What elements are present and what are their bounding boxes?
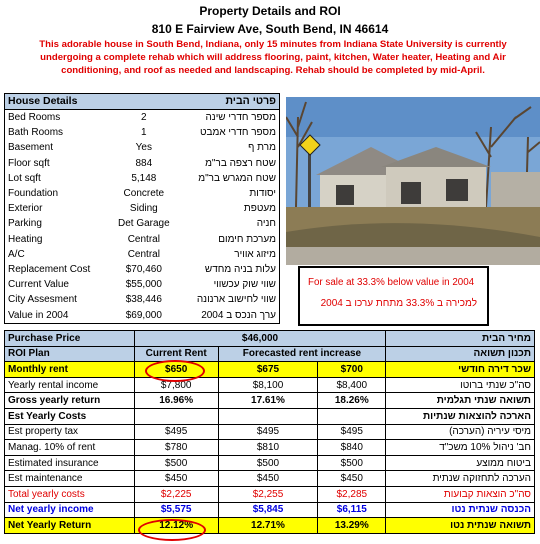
roi-value: $6,115 (318, 502, 386, 518)
detail-row (5, 262, 280, 277)
roi-value: $7,800 (134, 377, 218, 393)
roi-row-net (5, 502, 535, 518)
detail-value: $69,000 (110, 307, 178, 323)
roi-row-label: Monthly rent (5, 362, 135, 378)
detail-row (5, 307, 280, 323)
roi-value: 12.12% (134, 518, 218, 534)
roi-row-maint (5, 471, 535, 487)
purchase-price-label: Purchase Price (5, 331, 135, 347)
roi-value (218, 408, 318, 424)
house-details-table (4, 93, 280, 324)
roi-row-label-he: הכנסה שנתית נטו (386, 502, 535, 518)
roi-value: $8,400 (318, 377, 386, 393)
roi-row-mgmt (5, 440, 535, 456)
roi-plan-label-he: תכנון תשואה (386, 346, 535, 362)
roi-row-yri (5, 377, 535, 393)
detail-row (5, 201, 280, 216)
roi-row-label: Total yearly costs (5, 486, 135, 502)
roi-row-label: Gross yearly return (5, 393, 135, 409)
roi-row-label-he: סה"כ שנתי ברוטו (386, 377, 535, 393)
detail-label: Value in 2004 (5, 307, 110, 323)
roi-row-rent (5, 362, 535, 378)
detail-row (5, 277, 280, 292)
roi-row-costs (5, 408, 535, 424)
roi-value: 12.71% (218, 518, 318, 534)
roi-value: $495 (218, 424, 318, 440)
detail-label: Bath Rooms (8, 127, 64, 139)
purchase-price-label-he: מחיר הבית (386, 331, 535, 347)
roi-value: $500 (134, 455, 218, 471)
detail-label-he: מרת ף (248, 142, 276, 154)
roi-row-label-he: שכר דירה חודשי (386, 362, 535, 378)
detail-value: Det Garage (117, 218, 170, 230)
roi-row-label: Manag. 10% of rent (5, 440, 135, 456)
roi-value: $8,100 (218, 377, 318, 393)
detail-value: Central (127, 233, 160, 245)
detail-label: Lot sqft (8, 172, 41, 184)
roi-row-label-he: סה"כ הוצאות קבועות (386, 486, 535, 502)
roi-value: $450 (218, 471, 318, 487)
detail-value: Siding (129, 203, 158, 215)
rent-highlight-circle (145, 360, 205, 382)
house-details-title-he: פרטי הבית (178, 94, 279, 110)
detail-label-he: מיזוג אוויר (234, 248, 276, 260)
roi-value: $450 (134, 471, 218, 487)
detail-row (5, 125, 280, 140)
house-details-header (5, 94, 280, 110)
property-description: This adorable house in South Bend, Indiana, only 15 minutes from Indiana State University is currently undergoing a complete rehab which will address flooring, paint, kitchen, Water heater, Heating and Air conditioning, and roof as needed and landscaping. Rehab should be completed by mid-April. (39, 39, 507, 76)
roi-value: $500 (318, 455, 386, 471)
detail-value: 5,148 (131, 172, 157, 184)
roi-row-tax (5, 424, 535, 440)
return-highlight-circle (138, 519, 206, 541)
detail-value: 884 (135, 157, 153, 169)
sale-callout-hebrew: למכירה ב 33.3% מתחת ערכו ב 2004 (320, 298, 477, 309)
detail-label: Heating (8, 233, 43, 245)
roi-row-label: Estimated insurance (5, 455, 135, 471)
detail-label-he: שטח רצפה בר"מ (205, 157, 276, 169)
roi-row-label: Est property tax (5, 424, 135, 440)
roi-value: 13.29% (318, 518, 386, 534)
roi-value: $5,845 (218, 502, 318, 518)
roi-value: $2,285 (318, 486, 386, 502)
roi-row-label: Est maintenance (5, 471, 135, 487)
roi-value: $700 (318, 362, 386, 378)
roi-table (4, 330, 535, 534)
roi-value: 17.61% (218, 393, 318, 409)
roi-row-ins (5, 455, 535, 471)
roi-plan-row (5, 346, 535, 362)
detail-row (5, 140, 280, 155)
roi-value: $675 (218, 362, 318, 378)
detail-value: 2 (141, 112, 147, 124)
detail-label-he: מערכת חימום (218, 233, 276, 245)
roi-plan-label: ROI Plan (5, 346, 135, 362)
detail-label-he: מספר חדרי שינה (205, 112, 276, 124)
detail-label-he: יסודות (249, 188, 276, 200)
roi-value: $840 (318, 440, 386, 456)
detail-label: Foundation (8, 188, 59, 200)
detail-label-he: מספר חדרי אמבט (199, 127, 276, 139)
detail-value: 1 (141, 127, 147, 139)
roi-value: 16.96% (134, 393, 218, 409)
detail-label: Replacement Cost (8, 263, 91, 275)
roi-value (318, 408, 386, 424)
detail-label: Current Value (8, 279, 69, 291)
roi-row-label: Net Yearly Return (5, 518, 135, 534)
detail-row (5, 216, 280, 231)
detail-row (5, 292, 280, 307)
detail-value: $70,460 (125, 263, 162, 275)
detail-label-he: ערך הנכס ב 2004 (178, 307, 279, 323)
detail-label: A/C (8, 248, 25, 260)
purchase-price-row (5, 331, 535, 347)
detail-label: Exterior (8, 203, 43, 215)
detail-row (5, 156, 280, 171)
detail-label: City Assesment (8, 294, 77, 306)
roi-value: $5,575 (134, 502, 218, 518)
detail-label-he: חניה (256, 218, 276, 230)
detail-row (5, 232, 280, 247)
detail-value: Central (127, 248, 160, 260)
sale-callout-box (298, 266, 489, 326)
roi-row-label: Net yearly income (5, 502, 135, 518)
roi-value: $810 (218, 440, 318, 456)
roi-row-label: Yearly rental income (5, 377, 135, 393)
current-rent-header: Current Rent (134, 346, 218, 362)
roi-row-label-he: תשואה שנתי תגלמית (386, 393, 535, 409)
roi-row-ret (5, 518, 535, 534)
detail-label-he: שווי שוק עכשווי (213, 279, 276, 291)
detail-label-he: שווי לחישוב ארנונה (196, 294, 276, 306)
house-details-title: House Details (5, 94, 110, 110)
sale-callout-english: For sale at 33.3% below value in 2004 (308, 277, 475, 288)
roi-value: $780 (134, 440, 218, 456)
detail-value: Concrete (123, 188, 165, 200)
forecast-rent-header: Forecasted rent increase (218, 346, 386, 362)
roi-row-total (5, 486, 535, 502)
detail-label: Floor sqft (8, 157, 50, 169)
detail-row (5, 186, 280, 201)
roi-value: $2,225 (134, 486, 218, 502)
roi-row-label-he: ביטוח ממוצע (386, 455, 535, 471)
roi-value: 18.26% (318, 393, 386, 409)
roi-row-gross (5, 393, 535, 409)
roi-row-label-he: תשואה שנתית נטו (386, 518, 535, 534)
roi-row-label: Est Yearly Costs (5, 408, 135, 424)
roi-value: $650 (134, 362, 218, 378)
detail-row (5, 247, 280, 262)
detail-label-he: שטח המגרש בר"מ (198, 172, 276, 184)
roi-value: $2,255 (218, 486, 318, 502)
page-title: Property Details and ROI (199, 4, 341, 18)
roi-row-label-he: חב' ניהול 10% משכ"ד (386, 440, 535, 456)
detail-label: Basement (8, 142, 54, 154)
house-photo (286, 97, 540, 265)
roi-value: $450 (318, 471, 386, 487)
roi-row-label-he: הארכה להוצאות שנתיות (386, 408, 535, 424)
roi-value: $500 (218, 455, 318, 471)
roi-value: $495 (318, 424, 386, 440)
detail-value: Yes (135, 142, 152, 154)
roi-value (134, 408, 218, 424)
detail-row (5, 171, 280, 186)
detail-row (5, 110, 280, 126)
detail-label: Bed Rooms (8, 112, 61, 124)
detail-label-he: עלות בניה מחדש (204, 263, 276, 275)
purchase-price-value: $46,000 (134, 331, 386, 347)
detail-value: $55,000 (125, 279, 162, 291)
roi-row-label-he: הערכה לתחזוקה שנתית (386, 471, 535, 487)
detail-label: Parking (8, 218, 42, 230)
detail-value: $38,446 (125, 294, 162, 306)
roi-value: $495 (134, 424, 218, 440)
roi-row-label-he: מיסי עיריה (הערכה) (386, 424, 535, 440)
property-address: 810 E Fairview Ave, South Bend, IN 46614 (151, 22, 389, 36)
detail-label-he: מעטפת (243, 203, 276, 215)
